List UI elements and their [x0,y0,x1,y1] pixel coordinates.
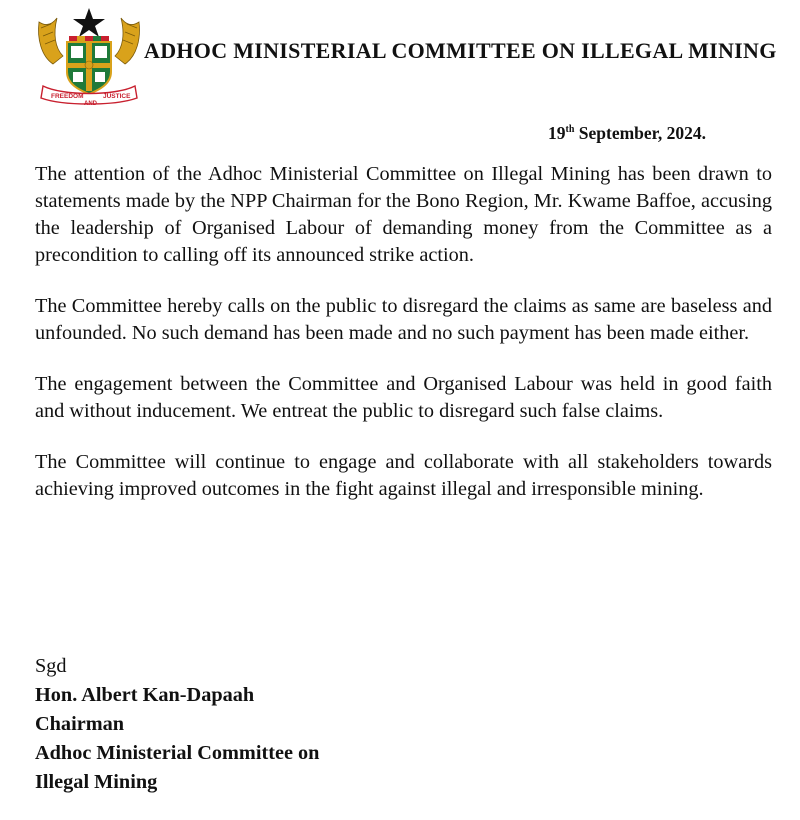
signatory-org-line-1: Adhoc Ministerial Committee on [35,742,320,764]
ghana-coat-of-arms-icon [33,4,145,108]
paragraph-4: The Committee will continue to engage and collaborate with all stakeholders towards achieving improved outcomes in the fight against illegal and irresponsible mining. [35,451,772,500]
letterhead-title: ADHOC MINISTERIAL COMMITTEE ON ILLEGAL MINING [144,38,777,63]
date-rest: September, 2024. [574,123,706,143]
crest-motto-right: JUSTICE [103,93,131,100]
paragraph-1: The attention of the Adhoc Ministerial Committee on Illegal Mining has been drawn to statements made by the NPP Chairman for the Bono Region, Mr. Kwame Baffoe, accusing the leadership of Organised Labour of demanding money from the Committee as a precondition to calling off its announced strike action. [35,163,772,266]
signed-marker: Sgd [35,655,67,677]
signatory-name: Hon. Albert Kan-Dapaah [35,684,255,706]
signatory-role: Chairman [35,713,125,735]
press-release-date [548,123,706,144]
signature-block [35,652,319,797]
statement-body [35,161,772,527]
paragraph-3: The engagement between the Committee and Organised Labour was held in good faith and without inducement. We entreat the public to disregard such false claims. [35,373,772,422]
date-ordinal: th [565,124,575,136]
signatory-org-line-2: Illegal Mining [35,771,158,793]
crest-motto-left: FREEDOM [51,93,84,100]
paragraph-2: The Committee hereby calls on the public to disregard the claims as same are baseless and unfounded. No such demand has been made and no such payment has been made either. [35,295,772,344]
crest-motto-center: AND [84,101,97,107]
date-day: 19 [548,123,566,143]
